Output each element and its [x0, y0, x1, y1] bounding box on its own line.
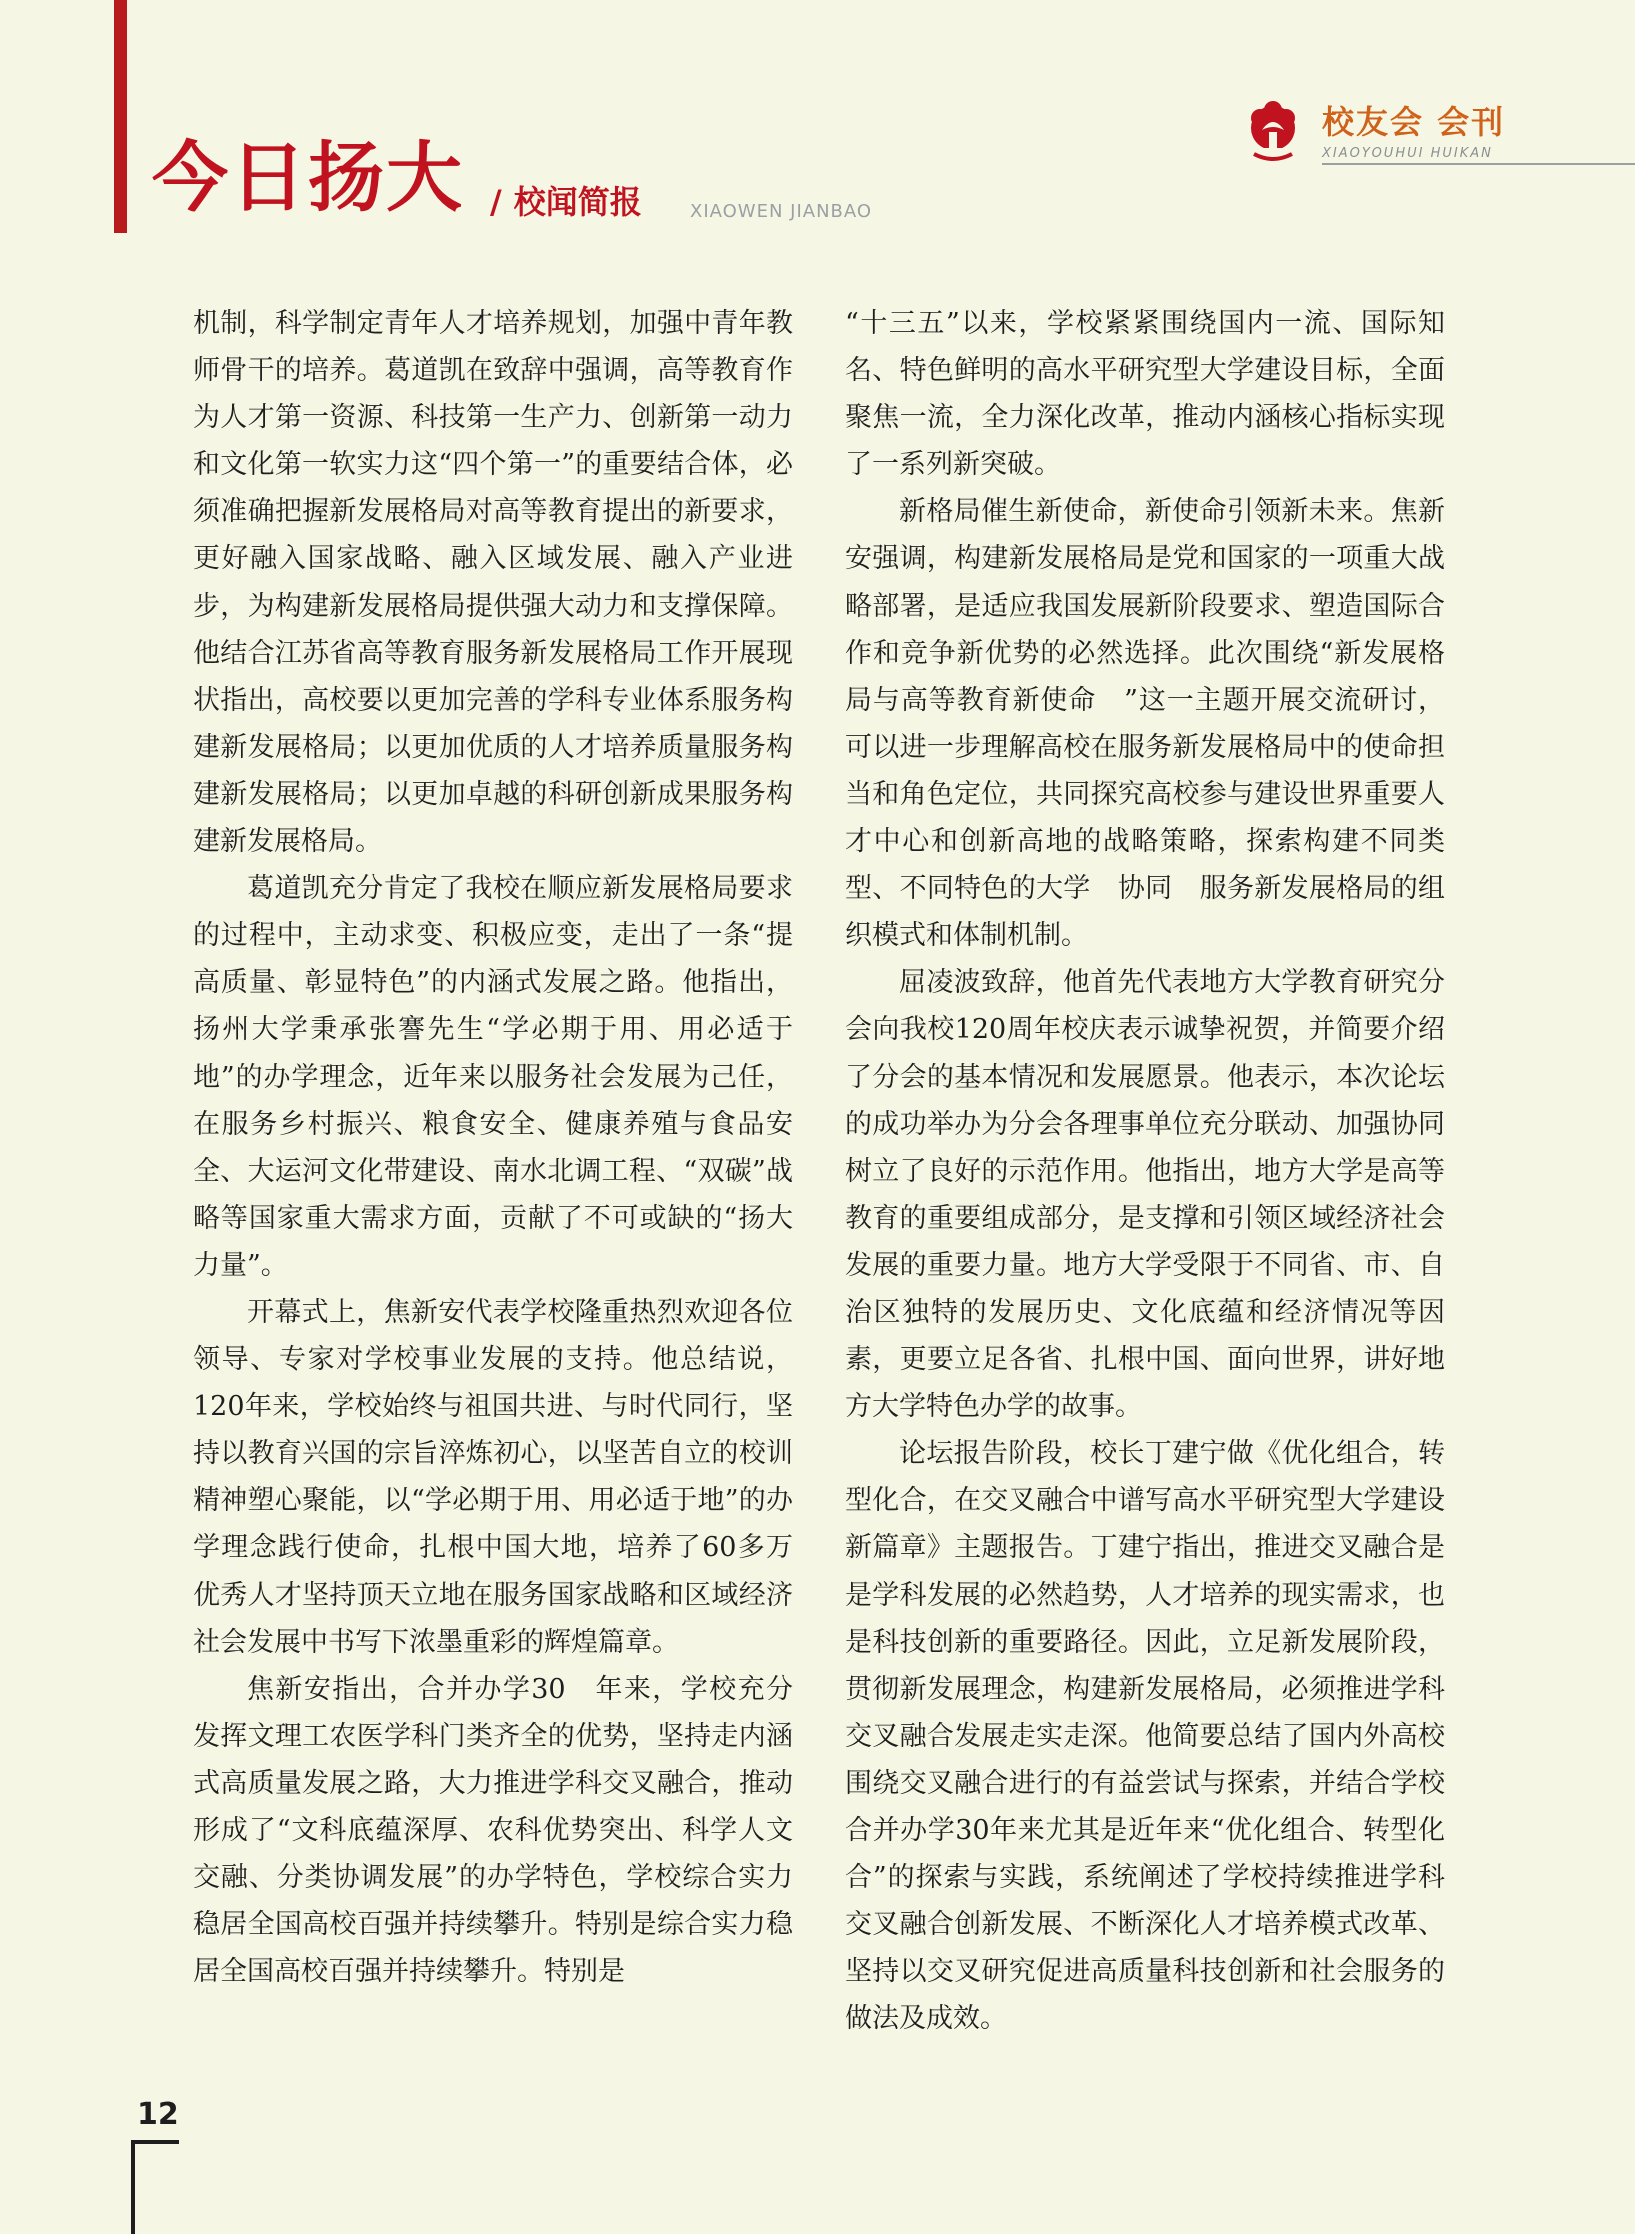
paragraph: 屈凌波致辞，他首先代表地方大学教育研究分会向我校120周年校庆表示诚挚祝贺，并简要介绍了分会的基本情况和发展愿景。他表示，本次论坛的成功举办为分会各理事单位充分联动、加强协同树立了良好的示范作用。他指出，地方大学是高等教育的重要组成部分，是支撑和引领区域经济社会发展的重要力量。地方大学受限于不同省、市、自治区独特的发展历史、文化底蕴和经济情况等因素，更要立足各省、扎根中国、面向世界，讲好地方大学特色办学的故事。	[845, 967, 1445, 1423]
paragraph: 新格局催生新使命，新使命引领新未来。焦新安强调，构建新发展格局是党和国家的一项重大战略部署，是适应我国发展新阶段要求、塑造国际合作和竞争新优势的必然选择。此次围绕“新发展格局与高等教育新使命 ”这一主题开展交流研讨，可以进一步理解高校在服务新发展格局中的使命担当和角色定位，共同探究高校参与建设世界重要人才中心和创新高地的战略策略，探索构建不同类型、不同特色的大学 协同 服务新发展格局的组织模式和体制机制。	[845, 496, 1445, 952]
logo-pinyin: XIAOYOUHUI HUIKAN	[1322, 146, 1493, 161]
left-column	[193, 300, 793, 1995]
page-corner-rule	[131, 2140, 179, 2144]
alumni-emblem-icon	[1240, 100, 1306, 166]
section-slash: /	[490, 183, 502, 221]
paragraph: 开幕式上，焦新安代表学校隆重热烈欢迎各位领导、专家对学校事业发展的支持。他总结说，120年来，学校始终与祖国共进、与时代同行，坚持以教育兴国的宗旨淬炼初心，以坚苦自立的校训精神塑心聚能，以“学必期于用、用必适于地”的办学理念践行使命，扎根中国大地，培养了60多万优秀人才坚持顶天立地在服务国家战略和区域经济社会发展中书写下浓墨重彩的辉煌篇章。	[193, 1296, 793, 1658]
paragraph: “十三五”以来，学校紧紧围绕国内一流、国际知名、特色鲜明的高水平研究型大学建设目标，全面聚焦一流，全力深化改革，推动内涵核心指标实现了一系列新突破。	[845, 308, 1445, 481]
paragraph: 论坛报告阶段，校长丁建宁做《优化组合，转型化合，在交叉融合中谱写高水平研究型大学建设新篇章》主题报告。丁建宁指出，推进交叉融合是是学科发展的必然趋势，人才培养的现实需求，也是科技创新的重要路径。因此，立足新发展阶段，贯彻新发展理念，构建新发展格局，必须推进学科交叉融合发展走实走深。他简要总结了国内外高校围绕交叉融合进行的有益尝试与探索，并结合学校合并办学30年来尤其是近年来“优化组合、转型化合”的探索与实践，系统阐述了学校持续推进学科交叉融合创新发展、不断深化人才培养模式改革、坚持以交叉研究促进高质量科技创新和社会服务的做法及成效。	[845, 1438, 1445, 2035]
right-column	[845, 300, 1445, 2042]
masthead-title: 今日扬大	[152, 133, 464, 222]
section-pinyin: XIAOWEN JIANBAO	[690, 201, 873, 222]
section-title	[490, 183, 642, 221]
section-title-text: 校闻简报	[513, 183, 642, 221]
paragraph: 葛道凯充分肯定了我校在顺应新发展格局要求的过程中，主动求变、积极应变，走出了一条“提高质量、彰显特色”的内涵式发展之路。他指出，扬州大学秉承张謇先生“学必期于用、用必适于地”的办学理念，近年来以服务社会发展为己任，在服务乡村振兴、粮食安全、健康养殖与食品安全、大运河文化带建设、南水北调工程、“双碳”战略等国家重大需求方面，贡献了不可或缺的“扬大力量”。	[193, 873, 793, 1281]
logo-text: 校友会 会刊	[1322, 103, 1506, 141]
masthead-accent-bar	[114, 0, 127, 233]
paragraph: 机制，科学制定青年人才培养规划，加强中青年教师骨干的培养。葛道凯在致辞中强调，高等教育作为人才第一资源、科技第一生产力、创新第一动力和文化第一软实力这“四个第一”的重要结合体，必须准确把握新发展格局对高等教育提出的新要求，更好融入国家战略、融入区域发展、融入产业进步，为构建新发展格局提供强大动力和支撑保障。他结合江苏省高等教育服务新发展格局工作开展现状指出，高校要以更加完善的学科专业体系服务构建新发展格局；以更加优质的人才培养质量服务构建新发展格局；以更加卓越的科研创新成果服务构建新发展格局。	[193, 308, 793, 858]
page-corner-rule	[131, 2140, 135, 2234]
page-number: 12	[137, 2097, 179, 2132]
paragraph: 焦新安指出，合并办学30 年来，学校充分发挥文理工农医学科门类齐全的优势，坚持走内涵式高质量发展之路，大力推进学科交叉融合，推动形成了“文科底蕴深厚、农科优势突出、科学人文交融、分类协调发展”的办学特色，学校综合实力稳居全国高校百强并持续攀升。特别是综合实力稳居全国高校百强并持续攀升。特别是	[193, 1673, 793, 1988]
logo-rule	[1322, 163, 1635, 165]
